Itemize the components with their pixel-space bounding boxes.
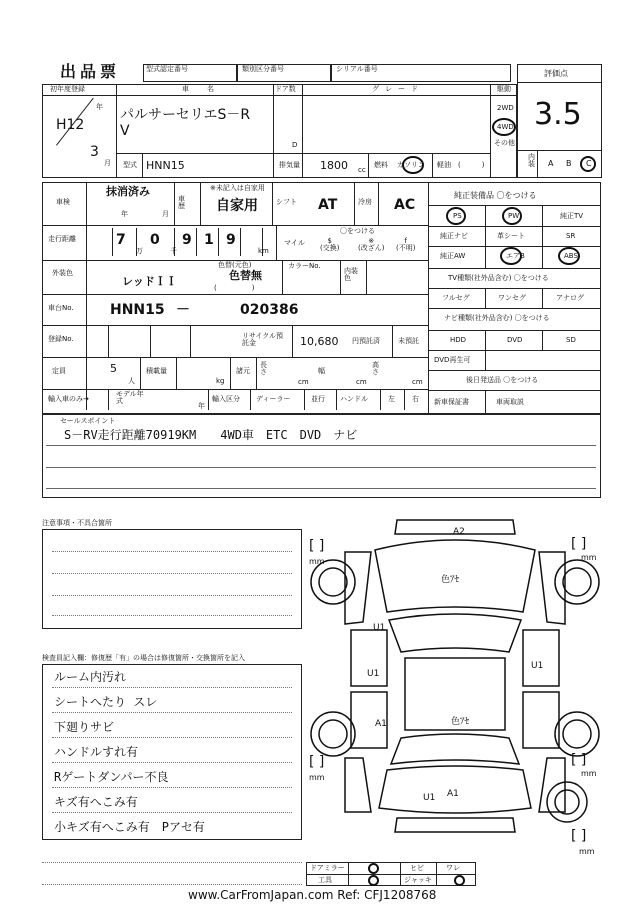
ac-value: AC <box>394 197 416 213</box>
note-item-1: ルーム内汚れ <box>54 670 127 684</box>
legend-jack: ジャッキ <box>404 876 432 884</box>
recycle-value: 10,680 <box>300 335 339 348</box>
circle-note: 〇をつける <box>340 227 375 235</box>
drive-4wd-circle <box>492 118 516 136</box>
drive-other: その他 <box>494 139 515 147</box>
equip-pw-circle <box>502 207 522 225</box>
car-name-line2: V <box>120 123 130 139</box>
later-title: 後日発送品 〇をつける <box>466 376 539 384</box>
selling-points-label: セールスポイント <box>60 417 116 425</box>
svg-text:[ ]: [ ] <box>571 536 587 552</box>
equip-abs: ABS <box>564 252 578 260</box>
interior-grade-a: A <box>548 159 554 168</box>
meter-opt-unknown: f (不明) <box>396 237 416 252</box>
chassis-dash: － <box>176 302 190 318</box>
inspection-label: 車検 <box>56 198 70 206</box>
fuel-gasoline: ガソリン <box>397 161 425 169</box>
diagram-mark-a1-rear: A1 <box>447 789 459 799</box>
navi-dvd: DVD <box>507 336 523 344</box>
model-label: 型式 <box>123 161 137 169</box>
note-item-6: キズ有へこみ有 <box>54 795 138 809</box>
equipment-title: 純正装備品 〇をつける <box>454 191 537 200</box>
mileage-digit-2: 0 <box>150 232 160 248</box>
diagram-mark-a2: A2 <box>453 527 465 537</box>
man-unit: 万 <box>136 247 143 255</box>
grade-label: グレード <box>372 85 424 93</box>
serial-label: シリアル番号 <box>336 65 378 73</box>
color-change-label: 色替(元色) <box>218 261 252 269</box>
legend-tools-circle <box>368 875 379 886</box>
height-label: 高さ <box>372 361 379 376</box>
diagram-mark-u1-left-a: U1 <box>373 623 386 633</box>
drive-label: 駆動 <box>497 85 511 93</box>
fuel-diesel: 軽油 <box>437 161 451 169</box>
equip-ps: PS <box>453 212 462 220</box>
navi-sd: SD <box>566 336 576 344</box>
equip-airbag: エアB <box>506 252 525 260</box>
displacement-label: 排気量 <box>279 161 300 169</box>
later-warranty: 新車保証書 <box>434 398 469 406</box>
note-item-3: 下廻りサビ <box>54 720 115 734</box>
equip-sr: SR <box>566 232 576 240</box>
chassis-number: 020386 <box>240 302 299 318</box>
first-reg-label: 初年度登録 <box>50 85 85 93</box>
selling-points-text: S－RV走行距離70919KM 4WD車 ETC DVD ナビ <box>64 428 358 442</box>
interior-color-label: 内装色 <box>344 267 358 282</box>
car-name-label: 車名 <box>182 85 232 93</box>
legend-jack-circle <box>454 875 465 886</box>
car-name-line1: パルサーセリエS－R <box>120 107 251 123</box>
import-parallel: 並行 <box>311 395 325 403</box>
diagram-mark-a1-left: A1 <box>375 719 387 729</box>
svg-text:[ ]: [ ] <box>309 538 325 554</box>
import-class-label: 輸入区分 <box>212 395 240 403</box>
navi-hdd: HDD <box>450 336 467 344</box>
meter-opt-tampered: ※ (改ざん) <box>358 237 385 252</box>
svg-text:[ ]: [ ] <box>309 754 325 770</box>
notes-label: 注意事項・不具合箇所 <box>42 519 112 527</box>
mm-label-rl: mm <box>309 773 325 782</box>
color-change-value: 色替無 <box>229 269 262 282</box>
mm-label-rr: mm <box>581 769 597 778</box>
model-value: HNN15 <box>146 159 185 172</box>
equip-aw: 純正AW <box>440 252 466 260</box>
color-label: 外装色 <box>52 269 73 277</box>
width-label: 幅 <box>318 367 325 375</box>
legend-crack-small: ヒビ <box>410 864 424 872</box>
mileage-digit-1: 7 <box>116 232 126 248</box>
year-unit: 年 <box>198 402 205 410</box>
legend-door-mirror: ドアミラー <box>310 864 345 872</box>
note-item-7: 小キズ有へこみ有 Pアセ有 <box>54 820 205 834</box>
interior-grade-b: B <box>566 159 572 168</box>
history-label: 車歴 <box>178 195 185 210</box>
legend-mirror-circle <box>368 863 379 874</box>
mm-label-fl: mm <box>309 557 325 566</box>
import-dealer: ディーラー <box>256 395 291 403</box>
type-cert-label: 型式認定番号 <box>146 65 188 73</box>
capacity-value: 5 <box>110 362 117 375</box>
sen-unit: 千 <box>170 247 177 255</box>
equip-abs-circle <box>558 247 580 265</box>
interior-label: 内装 <box>528 153 535 168</box>
doors-label: ドア数 <box>275 85 296 93</box>
km-unit: km <box>258 247 269 255</box>
tv-analog: アナログ <box>556 294 584 302</box>
equip-leather: 革シート <box>497 232 525 240</box>
footer-watermark: www.CarFromJapan.com Ref: CFJ1208768 <box>188 888 437 902</box>
car-damage-diagram <box>305 512 605 862</box>
person-unit: 人 <box>128 377 135 385</box>
tv-fullseg: フルセグ <box>442 294 470 302</box>
rating-label: 評価点 <box>544 69 568 78</box>
meter-opt-exchange: $ (交換) <box>320 237 340 252</box>
shift-label: シフト <box>276 198 297 206</box>
history-value: 自家用 <box>216 198 258 214</box>
inspection-month: 月 <box>162 210 169 218</box>
notes-box <box>42 529 302 629</box>
category-label: 類別区分番号 <box>242 65 284 73</box>
dims-label: 諸元 <box>236 367 250 375</box>
reg-no-label: 登録No. <box>48 335 74 343</box>
later-manual: 車両取説 <box>496 398 524 406</box>
width-cm: cm <box>356 378 367 386</box>
chassis-label: 車台No. <box>48 304 74 312</box>
color-no-label: カラーNo. <box>288 262 321 270</box>
handle-right: 右 <box>412 395 419 403</box>
chassis-model: HNN15 <box>110 302 165 318</box>
first-reg-year: H12 <box>56 117 85 133</box>
mileage-digit-5: 9 <box>226 232 236 248</box>
dvd-label: DVD再生可 <box>434 356 471 364</box>
fuel-circle <box>402 156 424 174</box>
equip-pw: PW <box>508 212 520 220</box>
fuel-label: 燃料 <box>374 161 388 169</box>
drive-2wd: 2WD <box>497 104 514 112</box>
selling-points-box <box>42 414 601 498</box>
recycle-label: リサイクル預託金 <box>242 332 284 347</box>
mile-label: マイル <box>284 239 305 247</box>
inspector-label: 検査員記入欄：修復歴「有」の場合は修復箇所・交換箇所を記入 <box>42 654 245 662</box>
mileage-digit-4: 1 <box>204 232 214 248</box>
doors-value: D <box>292 141 298 149</box>
rating-value: 3.5 <box>534 97 582 132</box>
page-title: 出品票 <box>60 62 121 81</box>
drive-4wd: 4WD <box>497 123 514 131</box>
ac-label: 冷房 <box>358 198 372 206</box>
model-year-label: モデル年式 <box>116 390 144 405</box>
equip-tv: 純正TV <box>560 212 584 220</box>
note-item-5: Rゲートダンパー不良 <box>54 770 169 784</box>
navi-title: ナビ種類(社外品含む) 〇をつける <box>444 314 550 322</box>
interior-grade-c: C <box>586 159 592 168</box>
displacement-value: 1800 <box>320 159 348 172</box>
equip-ps-circle <box>446 207 466 225</box>
recycle-unpaid: 未預託 <box>398 337 419 345</box>
interior-grade-circle <box>580 156 596 172</box>
month-label: 月 <box>104 159 111 167</box>
mm-label-spare: mm <box>579 847 595 856</box>
fuel-paren: ( ) <box>458 161 485 169</box>
equip-navi: 純正ナビ <box>440 232 468 240</box>
import-label: 輸入車のみ→ <box>48 395 89 403</box>
cc-unit: cc <box>358 166 366 174</box>
diagram-mark-u1-rear: U1 <box>423 793 436 803</box>
handle-label: ハンドル <box>340 395 368 403</box>
capacity-label: 定員 <box>52 367 66 375</box>
legend-crack: ワレ <box>446 864 460 872</box>
load-label: 積載量 <box>146 367 167 375</box>
inspection-value: 抹消済み <box>106 185 150 198</box>
legend-tools: 工具 <box>318 876 332 884</box>
diagram-mark-u1-left-b: U1 <box>367 669 380 679</box>
mm-label-fr: mm <box>581 553 597 562</box>
mileage-label: 走行距離 <box>48 235 76 243</box>
length-cm: cm <box>298 378 309 386</box>
color-value: レッドＩＩ <box>122 275 177 288</box>
handle-left: 左 <box>388 395 395 403</box>
history-note: ※未記入は自家用 <box>210 184 265 192</box>
note-item-2: シートへたり スレ <box>54 695 158 709</box>
kg-unit: kg <box>216 377 225 385</box>
shift-value: AT <box>318 197 338 213</box>
length-label: 長さ <box>260 361 267 376</box>
note-item-4: ハンドルすれ有 <box>54 745 139 759</box>
svg-text:[ ]: [ ] <box>571 828 587 844</box>
color-change-paren: ( ) <box>214 284 255 292</box>
first-reg-month: 3 <box>90 144 99 160</box>
year-label: 年 <box>96 103 103 111</box>
recycle-paid: 円預託済 <box>352 337 380 345</box>
tv-title: TV種類(社外品含む) 〇をつける <box>448 274 549 282</box>
diagram-mark-color-rear: 色ｱｾ <box>451 717 470 727</box>
diagram-mark-u1-right: U1 <box>531 661 544 671</box>
inspection-year: 年 <box>121 210 128 218</box>
mileage-digit-3: 9 <box>182 232 192 248</box>
tv-oneseg: ワンセグ <box>498 294 526 302</box>
height-cm: cm <box>412 378 423 386</box>
equip-airbag-circle <box>500 247 522 265</box>
svg-text:[ ]: [ ] <box>571 752 587 768</box>
diagram-mark-color-front: 色ｱｾ <box>441 575 460 585</box>
